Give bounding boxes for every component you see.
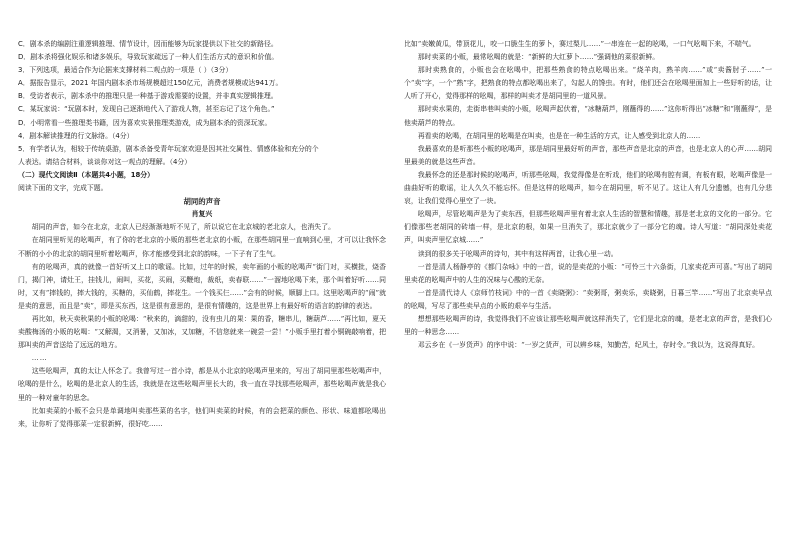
essay-paragraph: 胡同的声音，如今在北京，北京人已经渐渐地听不见了，所以说它在北京城的老北京人，也消失了。 (31, 223, 335, 232)
ellipsis-line: …… (31, 354, 48, 363)
essay-paragraph: 再比如，秋天卖秋果的小贩的吆喝：“秋来的，滴甜的，没有虫儿的果：果的香，糖串儿，糖葫芦……”再比如，夏天卖酸梅汤的小贩的吆喝：“又解渴，又消暑，又加冰，又加糖，不信您就来一碗尝一尝！”小贩手里打着小铜碗敲响着，把那叫卖的声音送给了远远的地方。 (18, 314, 386, 350)
question-line: 4．剧本解读推理的行文脉络。（4分） (18, 131, 134, 140)
question-line: B．受访者表示，剧本杀中的推理只是一种基于游戏需要的设置，并非真实逻辑推理。 (18, 92, 278, 101)
essay-paragraph: 在胡同里听见的吆喝声，有了你的老北京的小贩的那些老北京的小贩，在那些胡同里一直响到心里，才可以让我怀念不断的小小的北京的胡同里听着吆喝声，你才能感受到北京的韵味，一下子有了生气。 (18, 236, 386, 258)
question-line: 3．下列选项，最适合作为论据来支撑材料二观点的一项是（ ）（3分） (18, 66, 233, 75)
left-column (18, 38, 386, 431)
question-line: A．据报告显示，2021 年国内剧本杀市场规模超过150亿元，消费者规模或达941万。 (18, 79, 283, 88)
essay-paragraph: 想想那些吆喝声的诗，我觉得我们不应该让那些吆喝声就这样消失了，它们是北京的魂，是老北京的声音，是我们心里的一种思念…… (404, 314, 772, 337)
question-line: C．某玩家说：“玩剧本时，发现自己逐渐地代入了游戏人物，甚至忘记了这个角色。” (18, 105, 275, 114)
essay-paragraph: 一首是清人杨静亭的《都门杂咏》中的一首，说的是卖花的小贩：“可怜三十六条街，几家卖花声可喜。”写出了胡同里卖花的吆喝声中的人生的况味与心酸的无奈。 (404, 262, 772, 284)
section-heading: （二）现代文阅读Ⅱ（本题共4小题，18分） (18, 170, 155, 179)
essay-paragraph: 有的吆喝声，真的就像一首好听又上口的歌谣。比如，过年的时候，卖年画的小贩的吆喝声“街门对，买横批，烧香门，揭门神，请灶王，挂钱儿，闹叫，买花，买闹，买鞭炮，裁纸，卖春联……”一溜地吆喝下来，那个叫着好听……同时，又有“摔钱的，摔大钱的，买糖的，买仙鹤，摔花生。一个钱买仨……”会有的时候，顺脚上口。这里吆喝声的“闹”就是卖的意思，而且是“卖”，即是买东西，这是很有意思的，是很有情趣的，这是世界上有最好听的语言的韵律的表达。 (18, 262, 386, 310)
essay-paragraph: 我最怀念的还是那时候的吆喝声，听那些吆喝，我觉得像是在听戏，他们的吆喝有腔有调，有板有眼，吆喝声像是一曲曲好听的歌谣，让人久久不能忘怀。但是这样的吆喝声，如今在胡同里，听不见了。这让人有几分遗憾，也有几分悲哀，让我们觉得心里空了一块。 (404, 170, 772, 206)
essay-title: 胡同的声音 (183, 197, 221, 207)
essay-paragraph: 比如“卖嫩黄瓜，带顶花儿，咬一口脆生生的萝卜，赛过梨儿……”一串连在一起的吆喝，一口气吆喝下来，不喘气。 (404, 40, 756, 48)
essay-paragraph: 邓云乡在《一岁货声》的序中说：“一岁之货声，可以辨乡味，知勤苦，纪风土，存时令。”我以为，这说得真好。 (417, 341, 760, 350)
essay-paragraph: 我最喜欢的是听那些小贩的吆喝声，那是胡同里最好听的声音，那些声音是北京的声音，也是北京人的心声……胡同里最美的就是这些声音。 (404, 144, 772, 166)
author: 肖复兴 (191, 210, 213, 219)
right-column (404, 38, 772, 352)
essay-paragraph: 比如卖菜的小贩不会只是单调地叫卖那些菜的名字，他们叫卖菜的时候，有的会把菜的颜色、形状、味道都吆喝出来，让你听了觉得那菜一定很新鲜，很好吃…… (18, 406, 386, 428)
instruction: 阅读下面的文字，完成下题。 (18, 184, 108, 193)
question-line: 人表达。请结合材料，谈谈你对这一观点的理解。（4分） (18, 157, 192, 166)
essay-paragraph: 那时卖熟食的，小贩也会在吆喝中，把那些熟食的特点吆喝出来。“烧羊肉，熟羊肉……”或“卖酱肘子……”一个“卖”字，一个“熟”字，把熟食的特点都吆喝出来了，勾起人的馋虫。有时，他们还会在吆喝里面加上一些好听的话，让人听了开心，觉得那样的吆喝，那样的叫卖才是胡同里的一道风景。 (404, 66, 772, 101)
essay-paragraph: 这些吆喝声，真的太让人怀念了。我曾写过一首小诗，都是从小北京的吆喝声里来的，写出了胡同里那些吆喝声中，吆喝的是什么，吆喝的是北京人的生活，我就是在这些吆喝声里长大的，我一直在寻找那些吆喝声，那些吆喝声就是我心里的一种对童年的思念。 (18, 367, 386, 402)
essay-paragraph: 那时卖菜的小贩，最常吆喝的就是：“新鲜的大红萝卜……”强调他的菜很新鲜。 (417, 53, 660, 62)
question-line: D．剧本杀将强化娱乐和诸多娱乐，导致玩家疏远了一种人们生活方式的意识和价值。 (18, 53, 279, 62)
essay-paragraph: 一首是清代诗人《京师竹枝词》中的一首《卖晓粥》：“卖粥哥，粥卖乐，卖晓粥，日暮三竿……”写出了北京卖早点的吆喝，写尽了那些卖早点的小贩的艰辛与生活。 (404, 288, 772, 310)
question-line: D．小明常看一些推理类书籍，因为喜欢实景推理类游戏，成为剧本杀的资深玩家。 (18, 118, 272, 127)
essay-paragraph: 读到的很多关于吆喝声的诗句，其中有这样两首，让我心里一动。 (417, 249, 618, 258)
question-line: 5．有学者认为，相较于传统桌游，剧本杀备受青年玩家欢迎是因其社交属性、情感体验和充分的个 (18, 144, 319, 153)
essay-paragraph: 吆喝声，尽管吆喝声是为了卖东西，但那些吆喝声里有着北京人生活的智慧和情趣，那是老北京的文化的一部分。它们像那些老胡同的砖墙一样，是北京的根，如果一旦消失了，那北京就少了一部分它的魂。诗人写道：“胡同深处卖花声，叫卖声里忆京城……” (404, 210, 772, 245)
essay-paragraph: 那时卖水果的，走街串巷叫卖的小贩，吆喝声起伏着，“冰糖葫芦，刚蘸得的……”这你听得出“冰糖”和“刚蘸得”，是他卖葫芦的特点。 (404, 105, 772, 127)
question-line: C．剧本杀的编剧注重逻辑推理、情节设计，因而能够为玩家提供以下社交的新路径。 (18, 40, 278, 48)
essay-paragraph: 再看卖的吆喝，在胡同里的吆喝是在叫卖，也是在一种生活的方式，让人感受到北京人的…… (417, 131, 701, 140)
